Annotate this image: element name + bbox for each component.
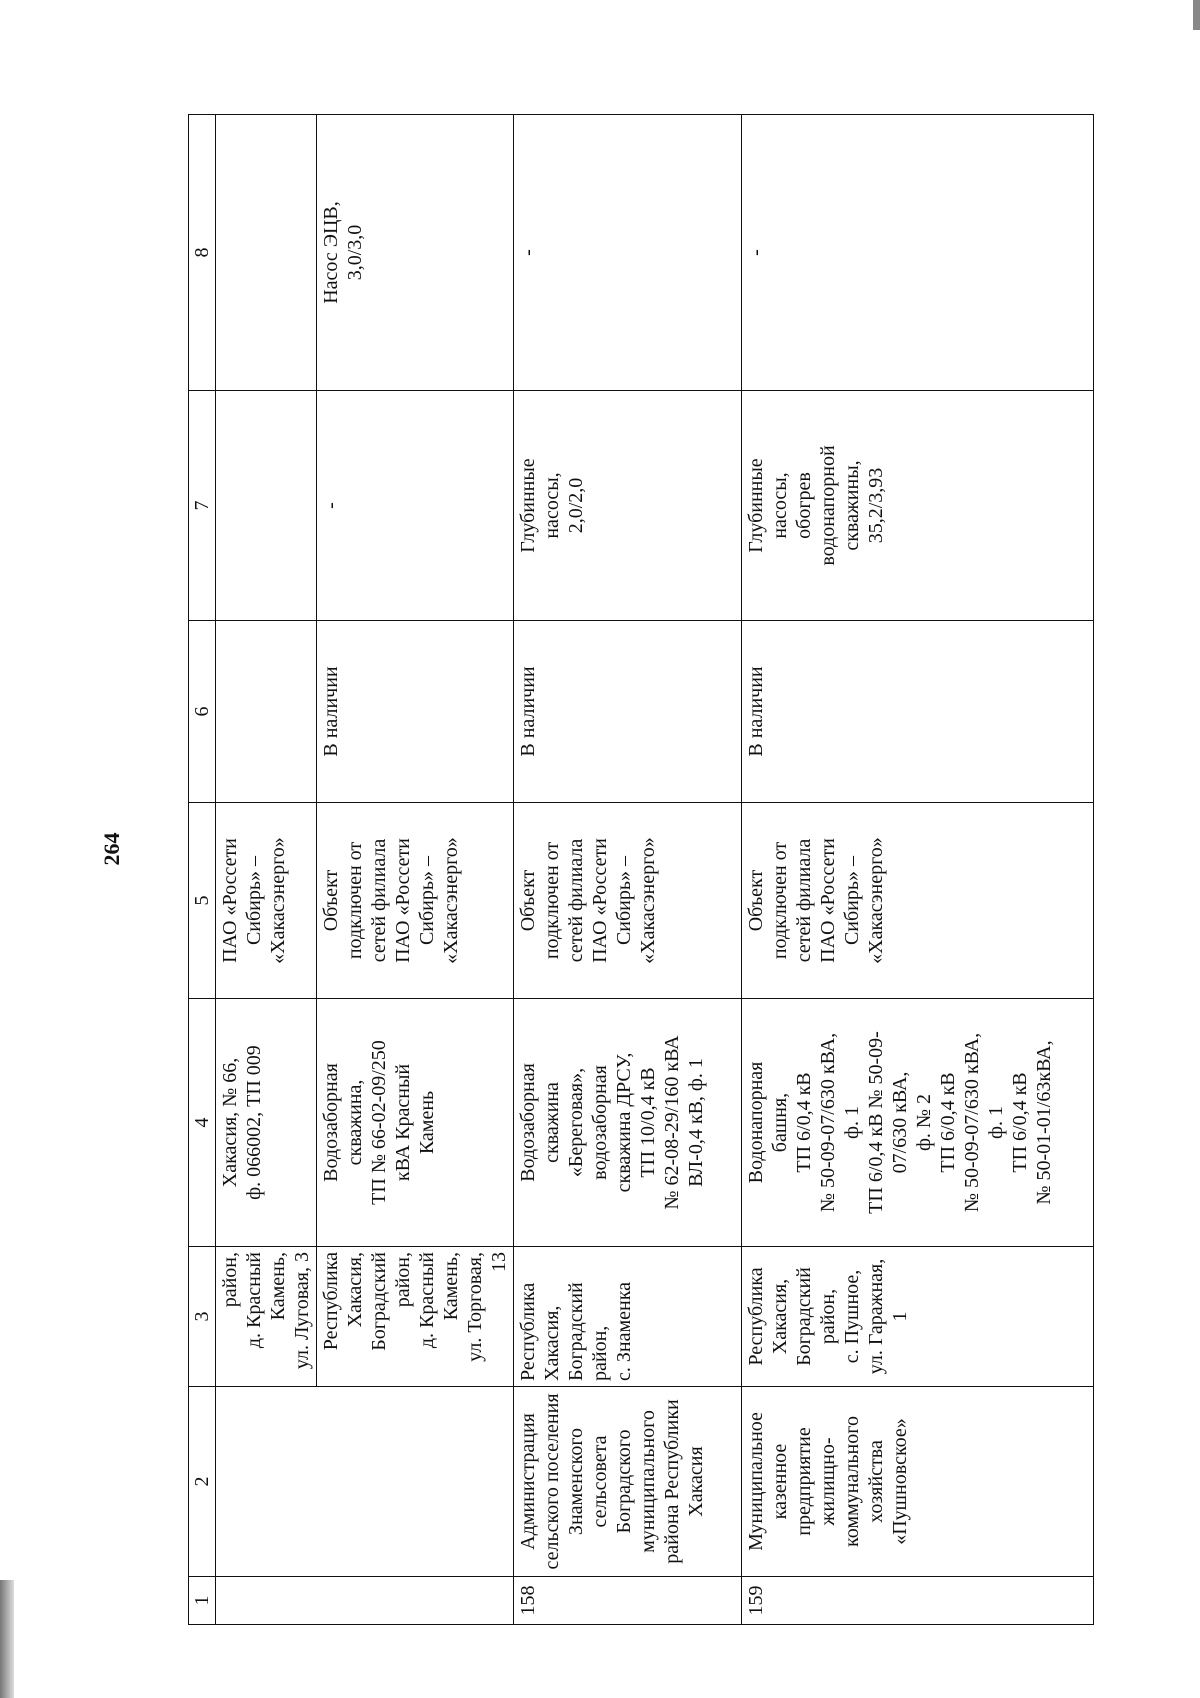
header-col-2: 2	[189, 1387, 216, 1577]
cell-number	[216, 1577, 514, 1625]
header-col-4: 4	[189, 999, 216, 1247]
cell-availability: В наличии	[742, 621, 1094, 803]
cell-reserve: -	[514, 115, 742, 391]
cell-connection: ПАО «Россети Сибирь» – «Хакасэнерго»	[216, 803, 317, 999]
cell-equipment: -	[317, 391, 514, 621]
cell-availability: В наличии	[514, 621, 742, 803]
cell-reserve: Насос ЭЦВ, 3,0/3,0	[317, 115, 514, 391]
page-number: 264	[99, 832, 124, 866]
cell-connection: Объект подключен от сетей филиала ПАО «Россети Сибирь» – «Хакасэнерго»	[742, 803, 1094, 999]
cell-object: Хакасия, № 66, ф. 066002, ТП 009	[216, 999, 317, 1247]
cell-number: 158	[514, 1577, 742, 1625]
cell-number: 159	[742, 1577, 1094, 1625]
cell-equipment: Глубинные насосы, 2,0/2,0	[514, 391, 742, 621]
table-row	[514, 115, 742, 1625]
cell-object: Водозаборная скважина, ТП № 66-02-09/250 кВА Красный Камень	[317, 999, 514, 1247]
header-col-1: 1	[189, 1577, 216, 1625]
header-col-8: 8	[189, 115, 216, 391]
cell-equipment: Глубинные насосы, обогрев водонапорной скважины, 35,2/3,93	[742, 391, 1094, 621]
header-col-6: 6	[189, 621, 216, 803]
cell-organization	[216, 1387, 514, 1577]
cell-object: Водонапорная башня, ТП 6/0,4 кВ № 50-09-07/630 кВА, ф. 1 ТП 6/0,4 кВ № 50-09- 07/630 кВА, ф. № 2 ТП 6/0,4 кВ № 50-09-07/630 кВА, ф. 1 ТП 6/0,4 кВ № 50-01-01/63кВА,	[742, 999, 1094, 1247]
table-row	[216, 115, 317, 1625]
cell-address: Республика Хакасия, Боградский район, с. Знаменка	[514, 1247, 742, 1387]
cell-object: Водозаборная скважина «Береговая», водозаборная скважина ДРСУ, ТП 10/0,4 кВ № 62-08-29/160 кВА ВЛ-0,4 кВ, ф. 1	[514, 999, 742, 1247]
cell-equipment	[216, 391, 317, 621]
cell-address: Республика Хакасия, Боградский район, д. Красный Камень, ул. Торговая, 13	[317, 1247, 514, 1387]
cell-address: район, д. Красный Камень, ул. Луговая, 3	[216, 1247, 317, 1387]
cell-availability	[216, 621, 317, 803]
cell-organization: Муниципальное казенное предприятие жилищно- коммунального хозяйства «Пушновское»	[742, 1387, 1094, 1577]
header-col-7: 7	[189, 391, 216, 621]
header-col-5: 5	[189, 803, 216, 999]
cell-reserve: -	[742, 115, 1094, 391]
cell-connection: Объект подключен от сетей филиала ПАО «Россети Сибирь» – «Хакасэнерго»	[317, 803, 514, 999]
table-row	[742, 115, 1094, 1625]
cell-availability: В наличии	[317, 621, 514, 803]
header-col-3: 3	[189, 1247, 216, 1387]
data-table	[188, 114, 1094, 1625]
rotated-table-container	[188, 115, 1055, 1625]
cell-reserve	[216, 115, 317, 391]
scan-artifact-right-edge	[1193, 0, 1200, 30]
cell-organization: Администрация сельского поселения Знаменского сельсовета Боградского муниципального района Республики Хакасия	[514, 1387, 742, 1577]
scan-artifact-left-edge	[0, 1580, 14, 1698]
cell-address: Республика Хакасия, Боградский район, с. Пушное, ул. Гаражная, 1	[742, 1247, 1094, 1387]
cell-connection: Объект подключен от сетей филиала ПАО «Россети Сибирь» – «Хакасэнерго»	[514, 803, 742, 999]
header-row	[189, 115, 216, 1625]
